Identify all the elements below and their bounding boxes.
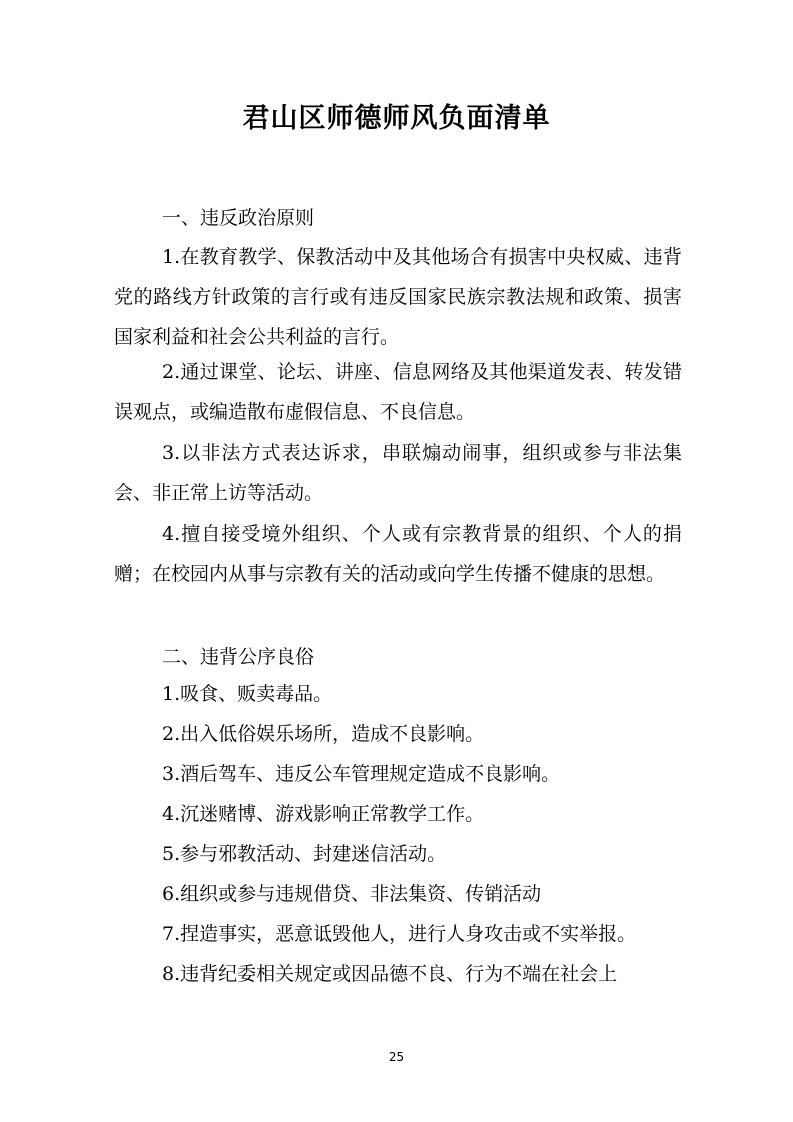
list-item-2-7: 7.捏造事实，恶意诋毁他人，进行人身攻击或不实举报。 bbox=[162, 923, 637, 945]
list-item-2-5: 5.参与邪教活动、封建迷信活动。 bbox=[162, 843, 447, 865]
list-item-2-4: 4.沉迷赌博、游戏影响正常教学工作。 bbox=[162, 803, 485, 825]
list-item-2-6: 6.组织或参与违规借贷、非法集资、传销活动 bbox=[162, 883, 542, 905]
paragraph-1-2: 2.通过课堂、论坛、讲座、信息网络及其他渠道发表、转发错误观点，或编造散布虚假信息、不良信息。 bbox=[114, 361, 682, 423]
section-heading-2: 二、违背公序良俗 bbox=[162, 646, 315, 668]
list-item-2-8: 8.违背纪委相关规定或因品德不良、行为不端在社会上 bbox=[162, 963, 618, 985]
list-item-2-3: 3.酒后驾车、违反公车管理规定造成不良影响。 bbox=[162, 763, 561, 785]
page-number: 25 bbox=[388, 1050, 405, 1064]
paragraph-1-1: 1.在教育教学、保教活动中及其他场合有损害中央权威、违背党的路线方针政策的言行或有违反国家民族宗教法规和政策、损害国家利益和社会公共利益的言行。 bbox=[114, 246, 682, 348]
list-item-2-1: 1.吸食、贩卖毒品。 bbox=[162, 683, 333, 705]
list-item-2-2: 2.出入低俗娱乐场所，造成不良影响。 bbox=[162, 723, 485, 745]
paragraph-1-4: 4.擅自接受境外组织、个人或有宗教背景的组织、个人的捐赠；在校园内从事与宗教有关的活动或向学生传播不健康的思想。 bbox=[114, 523, 682, 585]
page-title: 君山区师德师风负面清单 bbox=[242, 103, 551, 134]
paragraph-1-3: 3.以非法方式表达诉求，串联煽动闹事，组织或参与非法集会、非正常上访等活动。 bbox=[114, 442, 682, 504]
section-heading-1: 一、违反政治原则 bbox=[162, 207, 315, 229]
